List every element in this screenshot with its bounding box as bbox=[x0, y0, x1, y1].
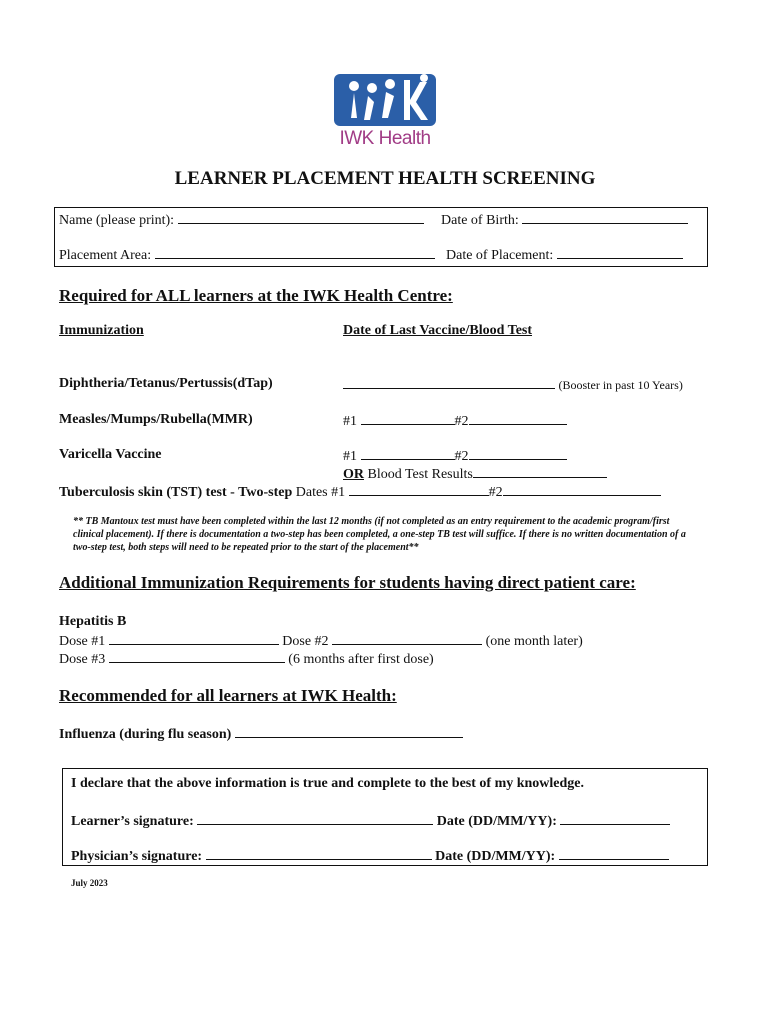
learner-signature-label: Learner’s signature: bbox=[71, 814, 194, 829]
name-blank[interactable] bbox=[178, 211, 424, 224]
declaration-statement: I declare that the above information is true and complete to the best of my knowledge. bbox=[71, 776, 585, 791]
physician-date-blank[interactable] bbox=[559, 847, 669, 860]
dob-blank[interactable] bbox=[522, 211, 688, 224]
footer-date: July 2023 bbox=[71, 878, 108, 888]
blood-test-label: Blood Test Results bbox=[367, 467, 473, 482]
date-of-placement-blank[interactable] bbox=[557, 246, 683, 259]
dose3-label: Dose #3 bbox=[59, 652, 106, 667]
dob-field[interactable] bbox=[441, 211, 688, 229]
varicella-second-label: #2 bbox=[454, 449, 469, 464]
name-label: Name (please print): bbox=[59, 213, 175, 228]
column-date-last-vaccine: Date of Last Vaccine/Blood Test bbox=[343, 323, 533, 338]
dtap-blank[interactable] bbox=[343, 376, 555, 389]
influenza-field[interactable] bbox=[59, 725, 463, 743]
varicella-second-blank[interactable] bbox=[469, 447, 567, 460]
dose2-note: (one month later) bbox=[485, 634, 583, 649]
dtap-field[interactable] bbox=[343, 376, 683, 394]
section-additional-heading: Additional Immunization Requirements for students having direct patient care: bbox=[59, 573, 636, 592]
placement-area-blank[interactable] bbox=[155, 246, 435, 259]
learner-signature-blank[interactable] bbox=[197, 812, 433, 825]
physician-signature-field[interactable] bbox=[71, 847, 669, 865]
date-of-placement-label: Date of Placement: bbox=[446, 248, 554, 263]
iwk-health-logo bbox=[330, 70, 440, 152]
blood-test-field[interactable] bbox=[343, 465, 607, 483]
tst-first-blank[interactable] bbox=[349, 483, 489, 496]
mmr-second-blank[interactable] bbox=[469, 412, 567, 425]
mmr-second-label: #2 bbox=[454, 414, 469, 429]
varicella-label: Varicella Vaccine bbox=[59, 447, 162, 462]
name-field[interactable] bbox=[59, 211, 424, 229]
dtap-booster-note: (Booster in past 10 Years) bbox=[558, 378, 683, 392]
learner-date-blank[interactable] bbox=[560, 812, 670, 825]
learner-signature-field[interactable] bbox=[71, 812, 670, 830]
tst-second-label: #2 bbox=[488, 485, 503, 500]
mmr-field[interactable] bbox=[343, 412, 567, 430]
column-immunization: Immunization bbox=[59, 323, 144, 338]
hepatitis-b-title: Hepatitis B bbox=[59, 614, 127, 629]
tst-field[interactable] bbox=[59, 483, 661, 501]
dose1-label: Dose #1 bbox=[59, 634, 106, 649]
physician-signature-blank[interactable] bbox=[206, 847, 432, 860]
dose1-blank[interactable] bbox=[109, 632, 279, 645]
logo-text: IWK Health bbox=[339, 128, 431, 149]
varicella-field[interactable] bbox=[343, 447, 567, 465]
dose3-blank[interactable] bbox=[109, 650, 285, 663]
iwk-health-logo-icon bbox=[334, 70, 436, 126]
dose3-note: (6 months after first dose) bbox=[288, 652, 434, 667]
tst-second-blank[interactable] bbox=[503, 483, 661, 496]
dtap-label: Diphtheria/Tetanus/Pertussis(dTap) bbox=[59, 376, 273, 391]
blood-test-blank[interactable] bbox=[473, 465, 607, 478]
learner-date-label: Date (DD/MM/YY): bbox=[436, 814, 557, 829]
or-label: OR bbox=[343, 467, 364, 482]
mmr-first-blank[interactable] bbox=[361, 412, 455, 425]
influenza-label: Influenza (during flu season) bbox=[59, 727, 232, 742]
mmr-first-label: #1 bbox=[343, 414, 357, 429]
dose2-blank[interactable] bbox=[332, 632, 482, 645]
section-recommended-heading: Recommended for all learners at IWK Health: bbox=[59, 686, 397, 705]
varicella-first-label: #1 bbox=[343, 449, 357, 464]
influenza-blank[interactable] bbox=[235, 725, 463, 738]
tst-dates-label: Dates #1 bbox=[295, 485, 346, 500]
placement-area-label: Placement Area: bbox=[59, 248, 152, 263]
dob-label: Date of Birth: bbox=[441, 213, 519, 228]
placement-area-field[interactable] bbox=[59, 246, 435, 264]
date-of-placement-field[interactable] bbox=[446, 246, 683, 264]
varicella-first-blank[interactable] bbox=[361, 447, 455, 460]
physician-date-label: Date (DD/MM/YY): bbox=[435, 849, 556, 864]
section-required-heading: Required for ALL learners at the IWK Health Centre: bbox=[59, 286, 453, 305]
tb-mantoux-note: ** TB Mantoux test must have been completed within the last 12 months (if not completed as an entry requirement to the academic program/first clinical placement). If there is documentation a two-step has been completed, a one-step TB test will suffice. If there is no written documentation of a two-step test, both steps will need to be repeated prior to the start of the placement** bbox=[73, 516, 686, 553]
dose2-label: Dose #2 bbox=[282, 634, 329, 649]
physician-signature-label: Physician’s signature: bbox=[71, 849, 203, 864]
hep-dose1-field[interactable] bbox=[59, 632, 583, 650]
tst-label: Tuberculosis skin (TST) test - Two-step bbox=[59, 485, 293, 500]
hep-dose3-field[interactable] bbox=[59, 650, 434, 668]
page-title: LEARNER PLACEMENT HEALTH SCREENING bbox=[174, 168, 596, 189]
mmr-label: Measles/Mumps/Rubella(MMR) bbox=[59, 412, 253, 427]
